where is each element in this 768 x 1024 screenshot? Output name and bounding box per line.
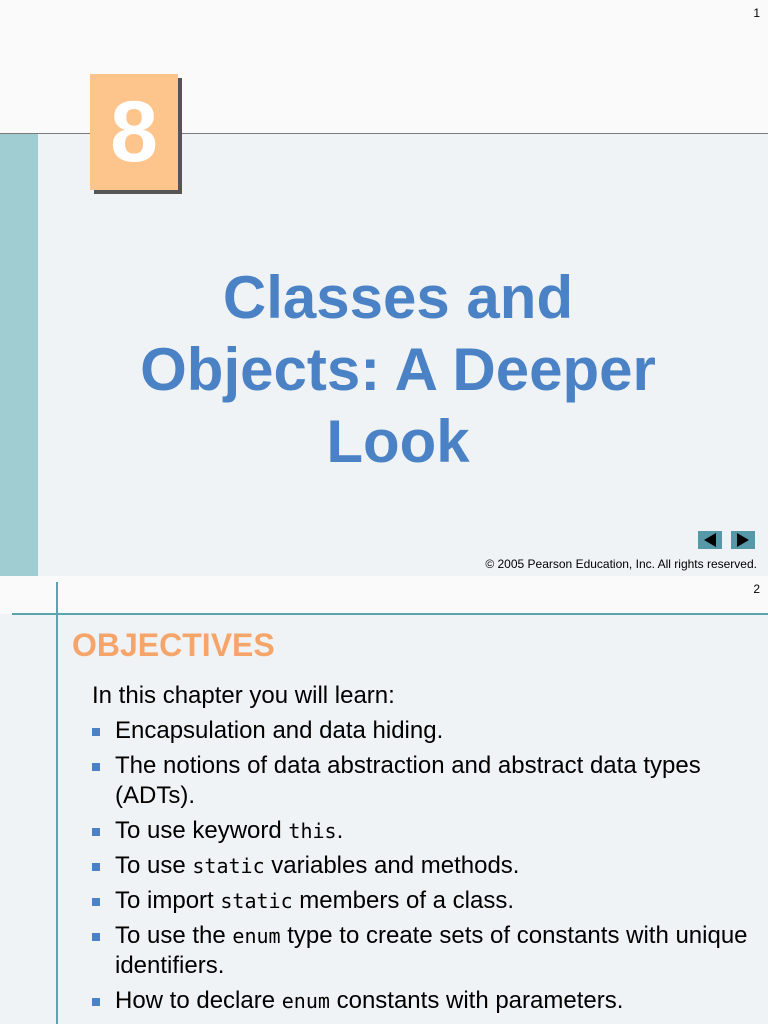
code-keyword: this xyxy=(288,819,337,843)
horizontal-rule xyxy=(12,613,768,615)
page-number: 2 xyxy=(753,582,760,596)
list-item xyxy=(90,851,750,881)
bullet-text: members of a class. xyxy=(292,887,515,914)
code-keyword: static xyxy=(220,889,293,913)
triangle-right-icon xyxy=(737,533,749,547)
bullet-text: The notions of data abstraction and abstract data types (ADTs). xyxy=(115,752,701,809)
list-item xyxy=(90,986,750,1016)
list-item xyxy=(90,816,750,846)
previous-slide-button[interactable] xyxy=(698,531,722,549)
bullet-text: How to declare xyxy=(115,987,282,1014)
chapter-number: 8 xyxy=(90,74,178,190)
list-item xyxy=(90,921,750,981)
intro-text: In this chapter you will learn: xyxy=(92,682,395,709)
page-number: 1 xyxy=(753,6,760,20)
bullet-text: To import xyxy=(115,887,221,914)
bullet-text: type to create sets of constants with unique identifiers. xyxy=(115,922,748,979)
bullet-text: To use keyword xyxy=(115,817,289,844)
sidebar-accent xyxy=(0,134,38,576)
bullet-text: variables and methods. xyxy=(264,852,520,879)
title-line: Look xyxy=(326,408,470,475)
title-line: Classes and xyxy=(222,264,574,331)
title-line: Objects: A Deeper xyxy=(140,336,656,403)
list-item xyxy=(90,751,750,811)
bullet-text: To use xyxy=(115,852,193,879)
objectives-list xyxy=(90,716,750,1021)
code-keyword: enum xyxy=(232,924,281,948)
vertical-rule xyxy=(56,582,58,1024)
triangle-left-icon xyxy=(704,533,716,547)
bullet-text: constants with parameters. xyxy=(329,987,624,1014)
code-keyword: enum xyxy=(281,989,330,1013)
objectives-slide xyxy=(0,576,768,1024)
next-slide-button[interactable] xyxy=(731,531,755,549)
code-keyword: static xyxy=(192,854,265,878)
copyright-notice: © 2005 Pearson Education, Inc. All rights reserved. xyxy=(485,557,757,571)
chapter-title xyxy=(60,262,736,478)
bullet-text: . xyxy=(336,817,344,844)
bullet-text: To use the xyxy=(115,922,233,949)
bullet-text: Encapsulation and data hiding. xyxy=(115,717,444,744)
list-item xyxy=(90,716,750,746)
objectives-heading: OBJECTIVES xyxy=(72,627,275,663)
list-item xyxy=(90,886,750,916)
